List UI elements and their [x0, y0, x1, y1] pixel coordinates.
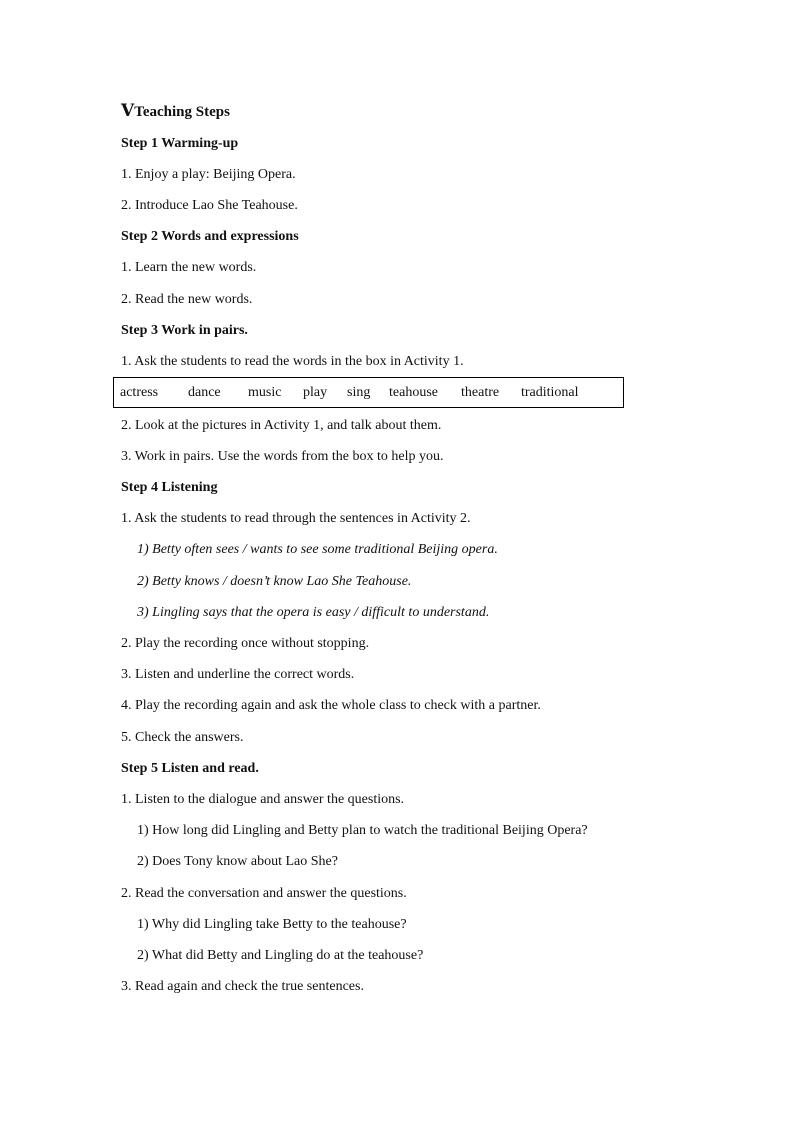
step3-item-2: 2. Look at the pictures in Activity 1, and talk about them. — [121, 418, 442, 433]
step4-item-4: 4. Play the recording again and ask the whole class to check with a partner. — [121, 698, 541, 713]
word-theatre: theatre — [461, 385, 500, 400]
word-traditional: traditional — [521, 385, 579, 400]
word-play: play — [303, 385, 328, 400]
section-heading — [121, 102, 230, 121]
step3-item-1: 1. Ask the students to read the words in the box in Activity 1. — [121, 354, 464, 369]
step1-title: Step 1 Warming-up — [121, 136, 239, 151]
step5-question-2-1: 1) Why did Lingling take Betty to the teahouse? — [137, 917, 407, 932]
step4-title: Step 4 Listening — [121, 480, 218, 495]
word-box — [113, 377, 624, 408]
word-music: music — [248, 385, 282, 400]
step3-item-3: 3. Work in pairs. Use the words from the box to help you. — [121, 449, 444, 464]
step5-question-1-2: 2) Does Tony know about Lao She? — [137, 854, 338, 869]
step4-sentence-2: 2) Betty knows / doesn’t know Lao She Teahouse. — [137, 574, 412, 589]
step4-item-2: 2. Play the recording once without stopping. — [121, 636, 370, 651]
step4-item-3: 3. Listen and underline the correct words. — [121, 667, 355, 682]
word-dance: dance — [188, 385, 221, 400]
step4-sentence-3: 3) Lingling says that the opera is easy / difficult to understand. — [137, 605, 490, 620]
step4-item-1: 1. Ask the students to read through the sentences in Activity 2. — [121, 511, 471, 526]
step5-title: Step 5 Listen and read. — [121, 761, 259, 776]
step5-item-3: 3. Read again and check the true sentences. — [121, 979, 364, 994]
step1-item-1: 1. Enjoy a play: Beijing Opera. — [121, 167, 296, 182]
roman-numeral: Ⅴ — [121, 101, 135, 120]
step5-question-1-1: 1) How long did Lingling and Betty plan to watch the traditional Beijing Opera? — [137, 823, 588, 838]
word-sing: sing — [347, 385, 371, 400]
step2-item-1: 1. Learn the new words. — [121, 260, 257, 275]
step2-title: Step 2 Words and expressions — [121, 229, 299, 244]
step1-item-2: 2. Introduce Lao She Teahouse. — [121, 198, 298, 213]
section-heading-text: Teaching Steps — [134, 104, 230, 120]
step5-question-2-2: 2) What did Betty and Lingling do at the teahouse? — [137, 948, 424, 963]
step4-item-5: 5. Check the answers. — [121, 730, 244, 745]
word-actress: actress — [120, 385, 159, 400]
step4-sentence-1: 1) Betty often sees / wants to see some traditional Beijing opera. — [137, 542, 498, 557]
step5-item-1: 1. Listen to the dialogue and answer the questions. — [121, 792, 405, 807]
step5-item-2: 2. Read the conversation and answer the questions. — [121, 886, 407, 901]
step2-item-2: 2. Read the new words. — [121, 292, 253, 307]
step3-title: Step 3 Work in pairs. — [121, 323, 248, 338]
word-teahouse: teahouse — [389, 385, 438, 400]
